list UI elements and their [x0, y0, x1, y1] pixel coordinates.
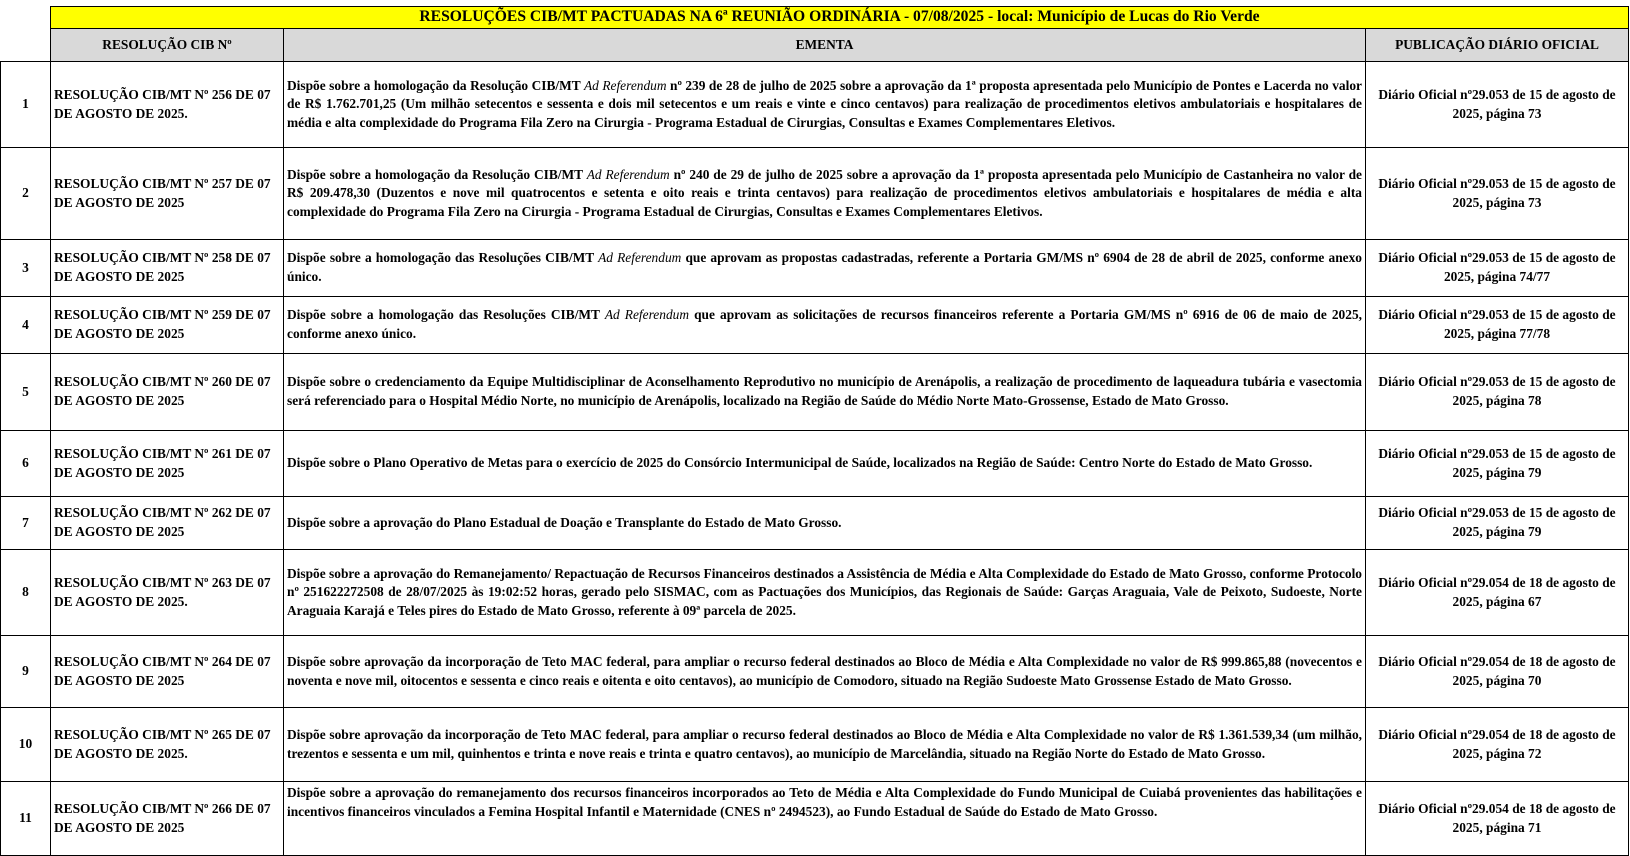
- ementa-italic: Ad Referendum: [604, 307, 690, 323]
- row-number: 11: [1, 782, 51, 856]
- table-row: [1, 497, 1629, 550]
- row-number: 6: [1, 431, 51, 497]
- row-number: 1: [1, 62, 51, 148]
- publication-info: Diário Oficial nº29.054 de 18 de agosto de 2025, página 70: [1366, 636, 1629, 708]
- table-row: [1, 148, 1629, 240]
- ementa-post: que aprovam as propostas cadastradas, referente a Portaria GM/MS nº 6904 de 28 de abril de 2025, conforme anexo único.: [287, 250, 1362, 284]
- table-row: [1, 62, 1629, 148]
- header-publicacao: PUBLICAÇÃO DIÁRIO OFICIAL: [1366, 29, 1629, 62]
- publication-info: Diário Oficial nº29.054 de 18 de agosto de 2025, página 67: [1366, 550, 1629, 636]
- publication-info: Diário Oficial nº29.053 de 15 de agosto de 2025, página 78: [1366, 354, 1629, 431]
- row-number: 10: [1, 708, 51, 782]
- ementa-text: Dispõe sobre a aprovação do Remanejamento/ Repactuação de Recursos Financeiros destinados a Assistência de Média e Alta Complexidade do Estado de Mato Grosso, conforme Protocolo nº 251622272508 de 28/07/2025 às 19:02:52 horas, gerado pelo SISMAC, com as Pactuações dos Municípios, das Regionais de Saúde: Garças Araguaia, Vale de Peixoto, Sudoeste, Norte Araguaia Karajá e Teles pires do Estado de Mato Grosso, referente à 09ª parcela de 2025.: [284, 550, 1366, 636]
- resolution-id: RESOLUÇÃO CIB/MT Nº 263 DE 07 DE AGOSTO DE 2025.: [51, 550, 284, 636]
- row-number: 5: [1, 354, 51, 431]
- ementa-pre: Dispõe sobre a homologação da Resolução CIB/MT: [287, 166, 587, 182]
- ementa-italic: Ad Referendum: [583, 77, 667, 93]
- row-number: 3: [1, 240, 51, 297]
- row-number: 2: [1, 148, 51, 240]
- ementa-pre: Dispõe sobre a homologação das Resoluções CIB/MT: [287, 250, 599, 266]
- ementa-text: Dispõe sobre o Plano Operativo de Metas para o exercício de 2025 do Consórcio Intermunicipal de Saúde, localizados na Região de Saúde: Centro Norte do Estado de Mato Grosso.: [284, 431, 1366, 497]
- resolution-id: RESOLUÇÃO CIB/MT Nº 266 DE 07 DE AGOSTO DE 2025: [51, 782, 284, 856]
- table-row: [1, 550, 1629, 636]
- publication-info: Diário Oficial nº29.053 de 15 de agosto de 2025, página 74/77: [1366, 240, 1629, 297]
- table-row: [1, 297, 1629, 354]
- ementa-text: [284, 148, 1366, 240]
- corner-cell: [1, 29, 51, 62]
- publication-info: Diário Oficial nº29.054 de 18 de agosto de 2025, página 71: [1366, 782, 1629, 856]
- ementa-text: [284, 297, 1366, 354]
- resolutions-table: [0, 6, 1629, 856]
- ementa-post: nº 240 de 29 de julho de 2025 sobre a aprovação da 1ª proposta apresentada pelo Município de Castanheira no valor de R$ 209.478,30 (Duzentos e nove mil quatrocentos e setenta e oito reais e trinta centavos) para realização de procedimentos eletivos ambulatoriais e hospitalares de média e alta complexidade do Programa Fila Zero na Cirurgia - Programa Estadual de Cirurgias, Consultas e Exames Complementares Eletivos.: [287, 166, 1362, 219]
- row-number: 7: [1, 497, 51, 550]
- table-row: [1, 708, 1629, 782]
- publication-info: Diário Oficial nº29.053 de 15 de agosto de 2025, página 73: [1366, 148, 1629, 240]
- resolution-id: RESOLUÇÃO CIB/MT Nº 259 DE 07 DE AGOSTO DE 2025: [51, 297, 284, 354]
- publication-info: Diário Oficial nº29.053 de 15 de agosto de 2025, página 77/78: [1366, 297, 1629, 354]
- publication-info: Diário Oficial nº29.053 de 15 de agosto de 2025, página 79: [1366, 431, 1629, 497]
- publication-info: Diário Oficial nº29.054 de 18 de agosto de 2025, página 72: [1366, 708, 1629, 782]
- resolution-id: RESOLUÇÃO CIB/MT Nº 261 DE 07 DE AGOSTO DE 2025: [51, 431, 284, 497]
- resolution-id: RESOLUÇÃO CIB/MT Nº 256 DE 07 DE AGOSTO DE 2025.: [51, 62, 284, 148]
- ementa-post: que aprovam as solicitações de recursos financeiros referente a Portaria GM/MS nº 6916 de 06 de maio de 2025, conforme anexo único.: [287, 307, 1362, 341]
- table-row: [1, 636, 1629, 708]
- ementa-text: Dispõe sobre aprovação da incorporação de Teto MAC federal, para ampliar o recurso federal destinados ao Bloco de Média e Alta Complexidade no valor de R$ 999.865,88 (novecentos e noventa e nove mil, oitocentos e sessenta e cinco reais e oitenta e oito centavos), ao município de Comodoro, situado na Região Sudoeste Mato Grossense Estado de Mato Grosso.: [284, 636, 1366, 708]
- row-number: 8: [1, 550, 51, 636]
- title-row: [1, 7, 1629, 29]
- resolution-id: RESOLUÇÃO CIB/MT Nº 257 DE 07 DE AGOSTO DE 2025: [51, 148, 284, 240]
- table-row: [1, 354, 1629, 431]
- publication-info: Diário Oficial nº29.053 de 15 de agosto de 2025, página 79: [1366, 497, 1629, 550]
- ementa-italic: Ad Referendum: [598, 250, 682, 266]
- resolution-id: RESOLUÇÃO CIB/MT Nº 260 DE 07 DE AGOSTO DE 2025: [51, 354, 284, 431]
- table-row: [1, 240, 1629, 297]
- row-number: 9: [1, 636, 51, 708]
- ementa-text: Dispõe sobre aprovação da incorporação de Teto MAC federal, para ampliar o recurso federal destinados ao Bloco de Média e Alta Complexidade no valor de R$ 1.361.539,34 (um milhão, trezentos e sessenta e um mil, quinhentos e trinta e nove reais e trinta e quatro centavos), ao município de Marcelândia, situado na Região Norte do Estado de Mato Grosso.: [284, 708, 1366, 782]
- resolution-id: RESOLUÇÃO CIB/MT Nº 265 DE 07 DE AGOSTO DE 2025.: [51, 708, 284, 782]
- ementa-text: Dispõe sobre a aprovação do remanejamento dos recursos financeiros incorporados ao Teto de Média e Alta Complexidade do Fundo Municipal de Cuiabá provenientes das habilitações e incentivos financeiros vinculados a Femina Hospital Infantil e Maternidade (CNES nº 2494523), ao Fundo Estadual de Saúde do Estado de Mato Grosso.: [284, 782, 1366, 856]
- ementa-text: [284, 62, 1366, 148]
- table-title: RESOLUÇÕES CIB/MT PACTUADAS NA 6ª REUNIÃO ORDINÁRIA - 07/08/2025 - local: Município de Lucas do Rio Verde: [51, 7, 1629, 29]
- table-row: [1, 782, 1629, 856]
- resolution-id: RESOLUÇÃO CIB/MT Nº 264 DE 07 DE AGOSTO DE 2025: [51, 636, 284, 708]
- publication-info: Diário Oficial nº29.053 de 15 de agosto de 2025, página 73: [1366, 62, 1629, 148]
- row-number: 4: [1, 297, 51, 354]
- ementa-pre: Dispõe sobre a homologação das Resoluções CIB/MT: [287, 307, 605, 323]
- ementa-text: [284, 240, 1366, 297]
- ementa-text: Dispõe sobre o credenciamento da Equipe Multidisciplinar de Aconselhamento Reprodutivo no município de Arenápolis, a realização de procedimento de laqueadura tubária e vasectomia será referenciado para o Hospital Médio Norte, no município de Arenápolis, localizado na Região de Saúde do Médio Norte Mato-Grossense, Estado de Mato Grosso.: [284, 354, 1366, 431]
- ementa-italic: Ad Referendum: [586, 166, 670, 182]
- table-row: [1, 431, 1629, 497]
- ementa-text: Dispõe sobre a aprovação do Plano Estadual de Doação e Transplante do Estado de Mato Grosso.: [284, 497, 1366, 550]
- ementa-pre: Dispõe sobre a homologação da Resolução CIB/MT: [287, 77, 584, 93]
- resolution-id: RESOLUÇÃO CIB/MT Nº 262 DE 07 DE AGOSTO DE 2025: [51, 497, 284, 550]
- header-row: [1, 29, 1629, 62]
- ementa-post: nº 239 de 28 de julho de 2025 sobre a aprovação da 1ª proposta apresentada pelo Município de Pontes e Lacerda no valor de R$ 1.762.701,25 (Um milhão setecentos e sessenta e dois mil setecentos e um reais e vinte e cinco centavos) para realização de procedimentos eletivos ambulatoriais e hospitalares de média e alta complexidade do Programa Fila Zero na Cirurgia - Programa Estadual de Cirurgias, Consultas e Exames Complementares Eletivos.: [287, 77, 1362, 130]
- header-resolucao: RESOLUÇÃO CIB Nº: [51, 29, 284, 62]
- header-ementa: EMENTA: [284, 29, 1366, 62]
- corner-cell: [1, 7, 51, 29]
- resolution-id: RESOLUÇÃO CIB/MT Nº 258 DE 07 DE AGOSTO DE 2025: [51, 240, 284, 297]
